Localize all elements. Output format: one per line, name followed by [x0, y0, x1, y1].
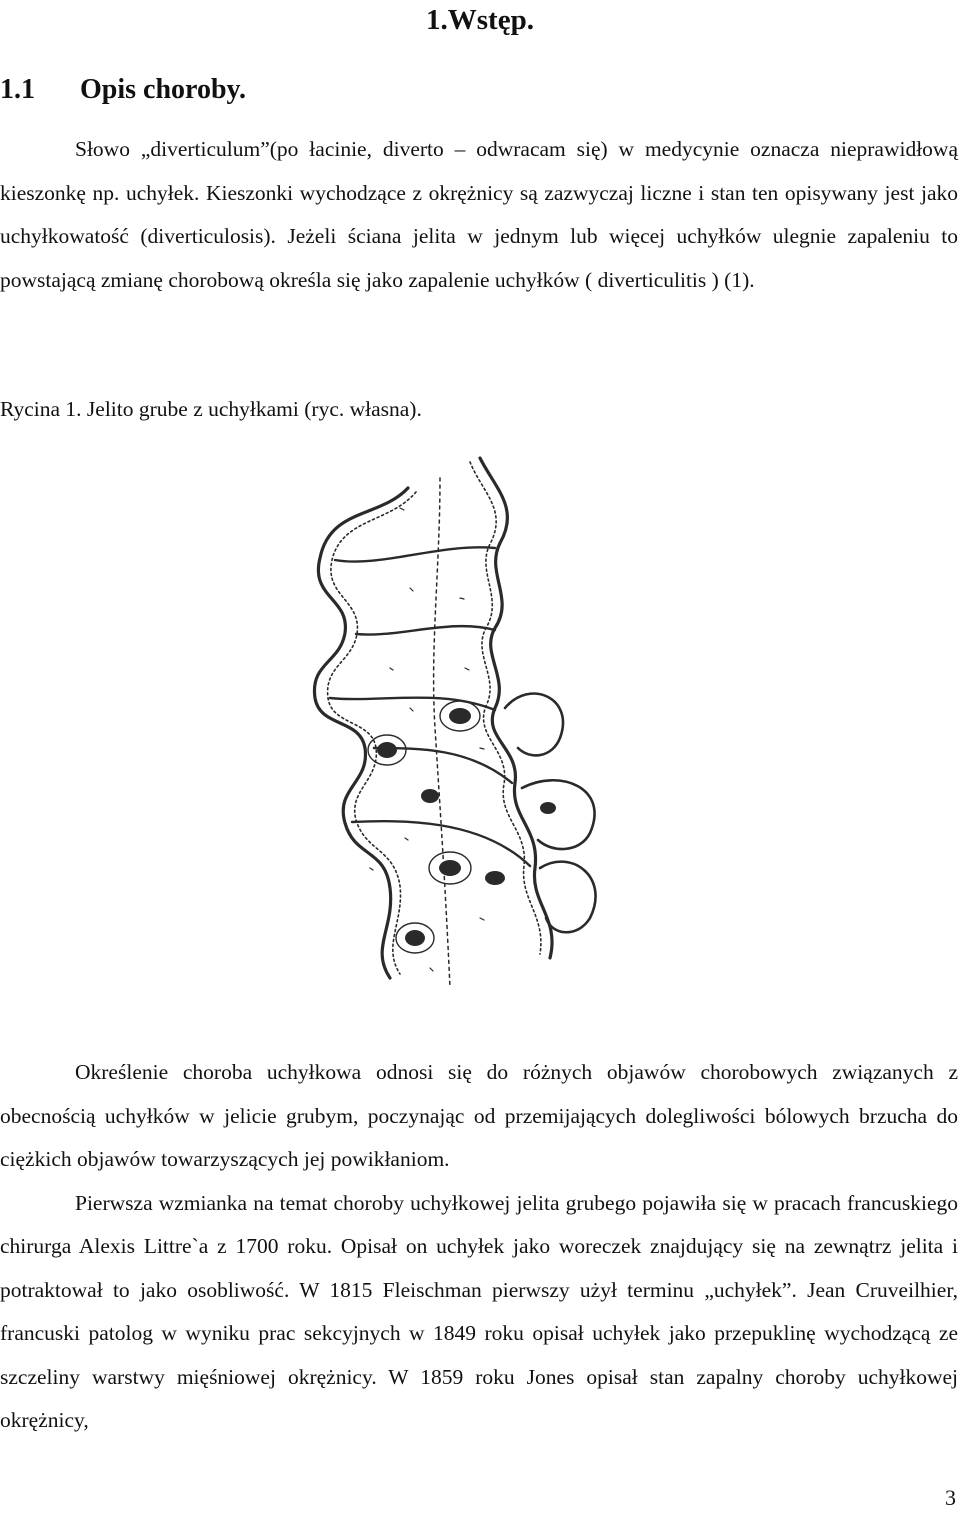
page-number: 3 [945, 1485, 956, 1510]
section-heading [0, 70, 246, 110]
paragraph-1: Słowo „diverticulum”(po łacinie, diverto – odwracam się) w medycynie oznacza nieprawidłową kieszonkę np. uchyłek. Kieszonki wychodzące z okrężnicy są zazwyczaj liczne i stan ten opisywany jest jako uchyłkowatość (diverticulosis). Jeżeli ściana jelita w jednym lub więcej uchyłków ulegnie zapaleniu to powstającą zmianę chorobową określa się jako zapalenie uchyłków ( diverticulitis ) (1). [0, 137, 958, 292]
section-number: 1.1 [0, 74, 35, 105]
paragraph-2: Określenie choroba uchyłkowa odnosi się do różnych objawów chorobowych związanych z obecnością uchyłków w jelicie grubym, poczynając od przemijających dolegliwości bólowych brzucha do ciężkich objawów towarzyszących jej powikłaniom. [0, 1060, 958, 1171]
figure-caption: Rycina 1. Jelito grube z uchyłkami (ryc. własna). [0, 397, 422, 421]
body-paragraph-block [0, 1051, 958, 1443]
colon-diverticula-figure [290, 448, 630, 1000]
colon-diverticula-drawing-icon [290, 448, 630, 1000]
paragraph-3: Pierwsza wzmianka na temat choroby uchyłkowej jelita grubego pojawiła się w pracach francuskiego chirurga Alexis Littre`a z 1700 roku. Opisał on uchyłek jako woreczek znajdujący się na zewnątrz jelita i potraktował to jako osobliwość. W 1815 Fleischman pierwszy użył terminu „uchyłek”. Jean Cruveilhier, francuski patolog w wyniku prac sekcyjnych w 1849 roku opisał uchyłek jako przepuklinę wychodzącą ze szczeliny warstwy mięśniowej okrężnicy. W 1859 roku Jones opisał stan zapalny choroby uchyłkowej okrężnicy, [0, 1190, 958, 1432]
chapter-title: 1.Wstęp. [426, 4, 534, 36]
section-title: Opis choroby. [80, 74, 246, 105]
intro-paragraph-block [0, 128, 958, 302]
